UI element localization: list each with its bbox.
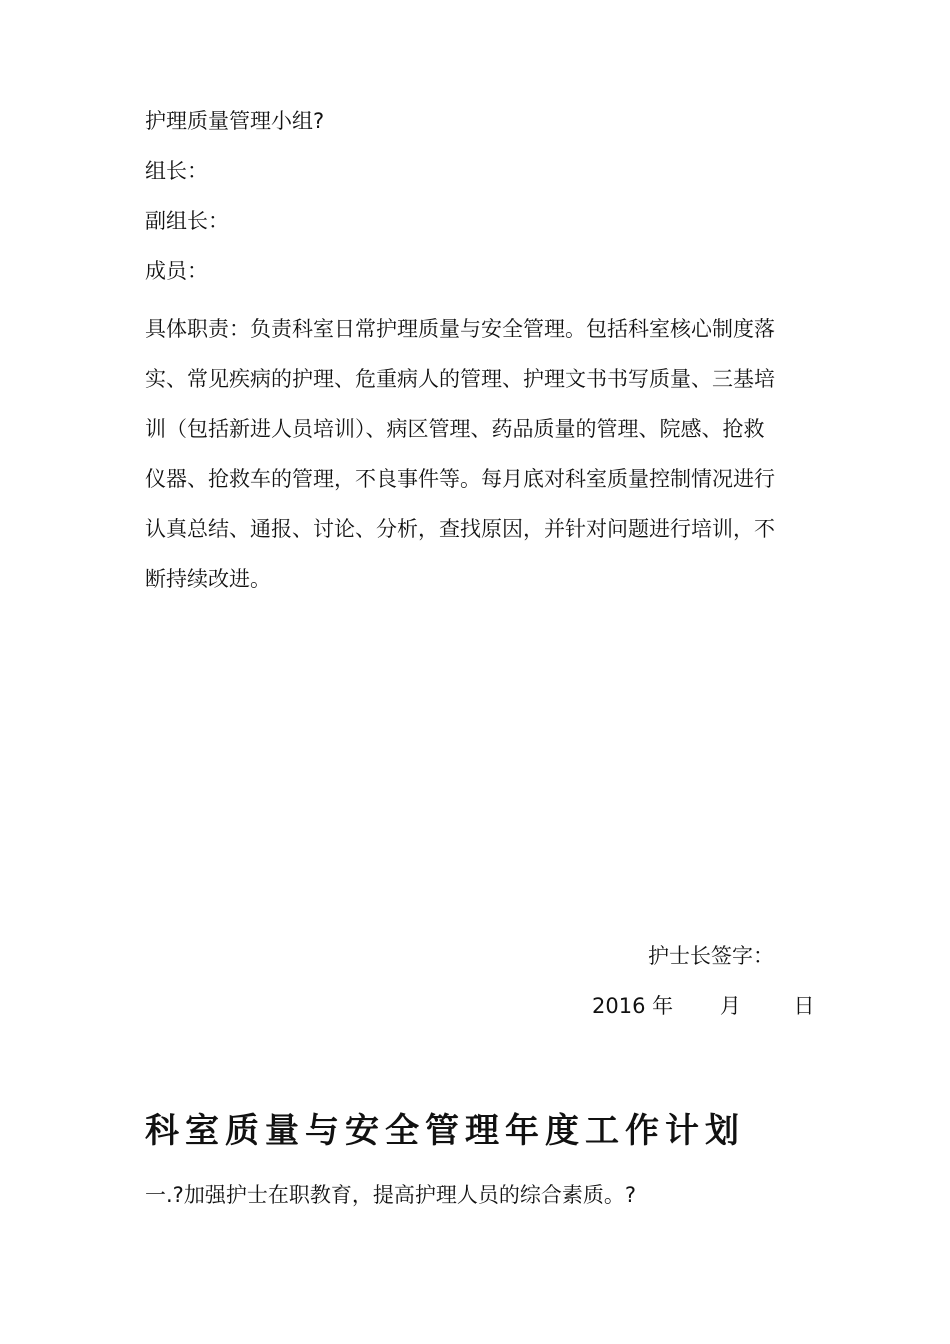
- duties-line: 训（包括新进人员培训）、病区管理、药品质量的管理、院感、抢救: [145, 417, 765, 441]
- duties-line: 断持续改进。: [145, 567, 271, 591]
- plan-title: 科室质量与安全管理年度工作计划: [145, 1111, 745, 1151]
- duties-line: 认真总结、通报、讨论、分析，查找原因，并针对问题进行培训，不: [145, 517, 775, 541]
- date-row: [592, 991, 815, 1021]
- date-month: 月: [719, 994, 741, 1018]
- deputy-label: 副组长：: [145, 209, 229, 233]
- signature-label: 护士长签字：: [648, 944, 774, 968]
- duties-paragraph: [145, 304, 825, 604]
- duties-line: 仪器、抢救车的管理，不良事件等。每月底对科室质量控制情况进行: [145, 467, 775, 491]
- duties-line: 实、常见疾病的护理、危重病人的管理、护理文书书写质量、三基培: [145, 367, 775, 391]
- date-day: 日: [793, 994, 815, 1018]
- plan-item-1: 一.?加强护士在职教育，提高护理人员的综合素质。?: [145, 1183, 636, 1207]
- leader-label: 组长：: [145, 159, 208, 183]
- members-label: 成员：: [145, 259, 208, 283]
- duties-line: 具体职责：负责科室日常护理质量与安全管理。包括科室核心制度落: [145, 317, 775, 341]
- section-heading: 护理质量管理小组?: [145, 109, 325, 133]
- date-year: 2016 年: [592, 994, 674, 1018]
